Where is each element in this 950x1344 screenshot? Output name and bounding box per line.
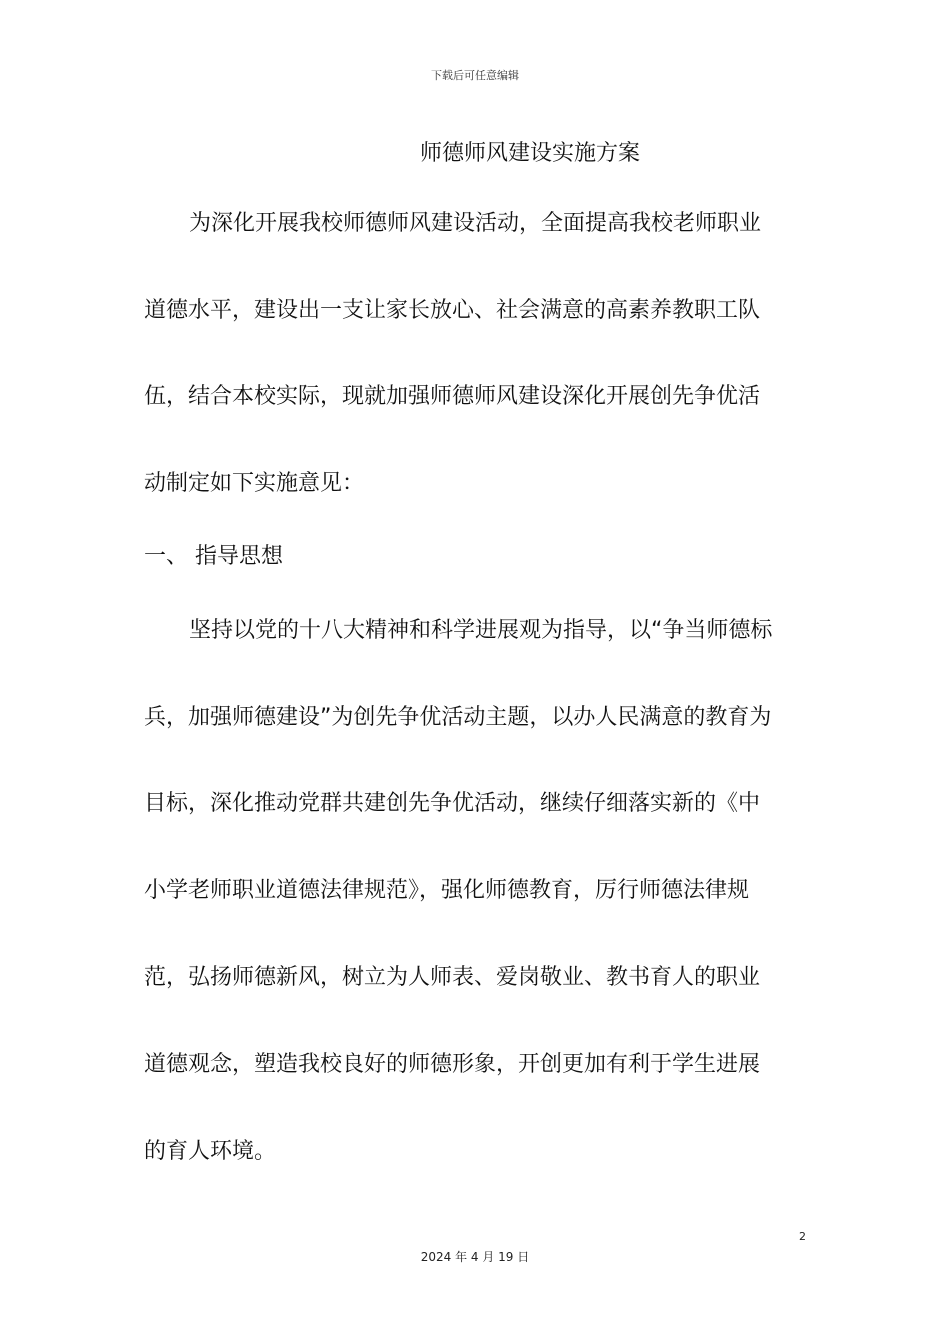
paragraph-line: 道德水平，建设出一支让家长放心、社会满意的高素养教职工队 xyxy=(144,298,761,323)
document-title: 师德师风建设实施方案 xyxy=(420,141,641,166)
section-heading: 一、 指导思想 xyxy=(144,544,283,569)
footer-date: 2024 年 4 月 19 日 xyxy=(420,1250,530,1264)
paragraph-line: 小学老师职业道德法律规范》，强化师德教育，厉行师德法律规 xyxy=(144,878,750,903)
paragraph-line: 范，弘扬师德新风，树立为人师表、爱岗敬业、教书育人的职业 xyxy=(144,965,761,990)
paragraph-line: 的育人环境。 xyxy=(144,1139,277,1164)
paragraph-line: 伍，结合本校实际，现就加强师德师风建设深化开展创先争优活 xyxy=(144,384,761,409)
paragraph-line: 动制定如下实施意见： xyxy=(144,471,365,496)
paragraph-line: 坚持以党的十八大精神和科学进展观为指导，以“争当师德标 xyxy=(189,618,773,643)
page-number: 2 xyxy=(799,1230,806,1243)
paragraph-line: 目标，深化推动党群共建创先争优活动，继续仔细落实新的《中 xyxy=(144,791,761,816)
paragraph-line: 兵，加强师德建设”为创先争优活动主题，以办人民满意的教育为 xyxy=(144,705,772,730)
paragraph-line: 为深化开展我校师德师风建设活动，全面提高我校老师职业 xyxy=(189,211,762,236)
paragraph-line: 道德观念，塑造我校良好的师德形象，开创更加有利于学生进展 xyxy=(144,1052,761,1077)
page-header: 下载后可任意编辑 xyxy=(431,69,519,82)
